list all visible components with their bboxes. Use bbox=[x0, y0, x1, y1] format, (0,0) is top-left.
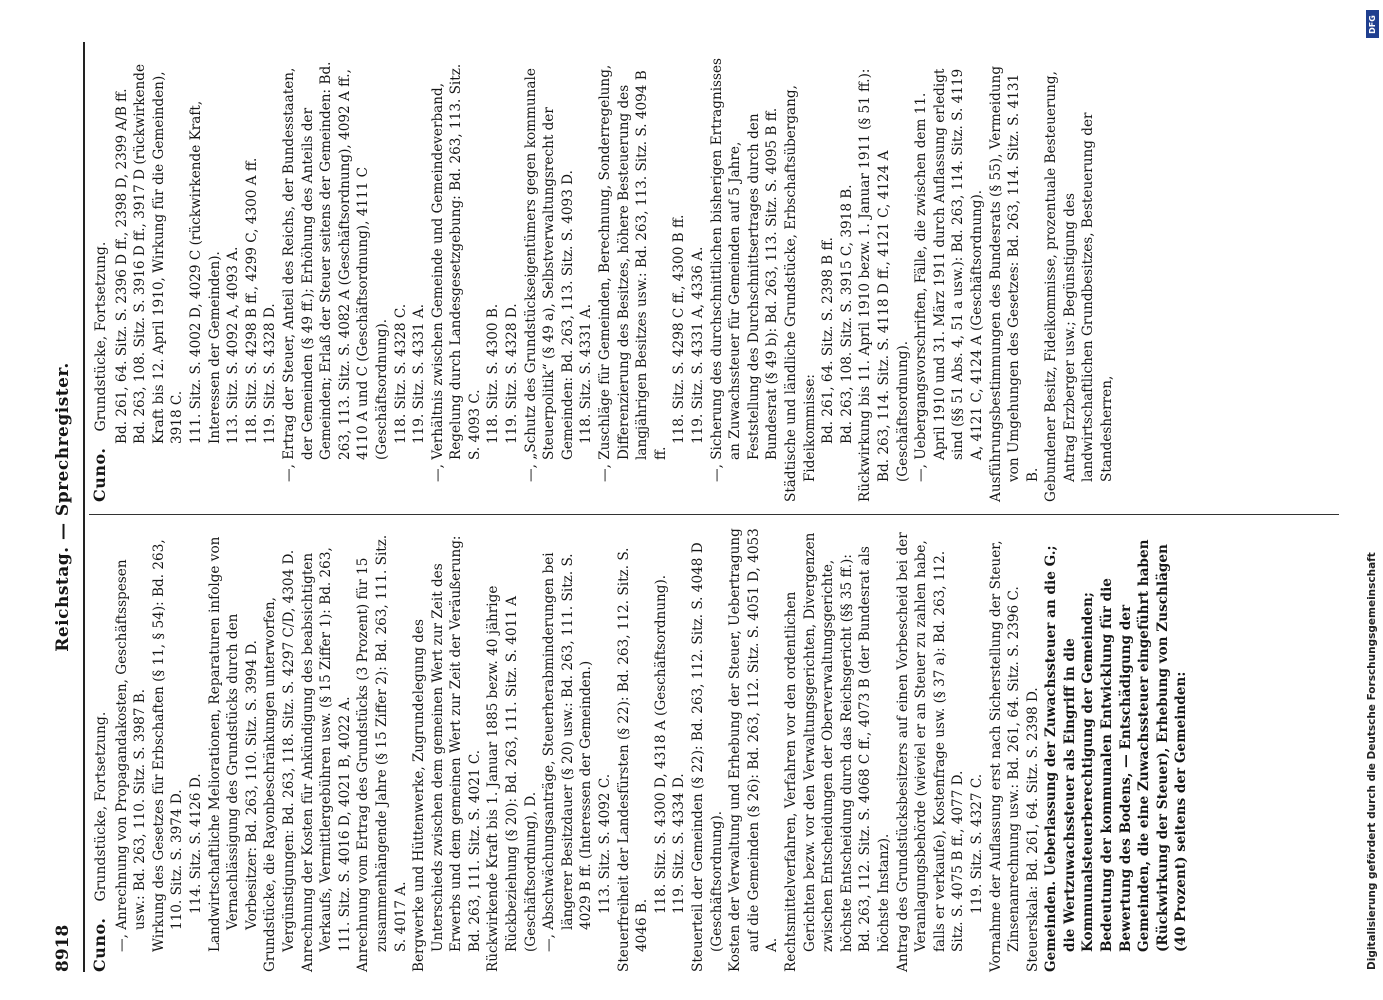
left-column-heading bbox=[91, 527, 111, 972]
index-entry: 111. Sitz. S. 4002 D, 4029 C (rückwirkende Kraft, Interessen der Gemeinden). bbox=[187, 100, 223, 444]
index-entry: 119. Sitz. S. 4331 A, 4336 A. bbox=[690, 246, 706, 444]
index-entry: —, Uebergangsvorschriften, Fälle, die zwischen dem 11. April 1910 und 31. März 1911 durch Auflassung erledigt sind (§§ 51 Abs. 4, 51 a usw.): Bd. 263, 114. Sitz. S. 4119 A, 4121 C, 4124 A (Geschäftsordnung). bbox=[913, 68, 985, 482]
index-entry: Anrechnung vom Ertrag des Grundstücks (3 Prozent) für 15 zusammenhängende Jahre (§ 15 Ziffer 2): Bd. 263, 111. Sitz. S. 4017 A. bbox=[355, 534, 409, 972]
index-entry: Vornahme der Auflassung erst nach Sicherstellung der Steuer, Zinsenanrechnung usw.: Bd. 261, 64. Sitz. S. 2396 C. bbox=[987, 540, 1023, 972]
right-column-heading bbox=[91, 57, 111, 502]
right-entries bbox=[113, 57, 1117, 502]
index-entry: Ausführungsbestimmungen des Bundesrats (§ 55), Vermeidung von Umgehungen des Gesetzes: Bd. 263, 114. Sitz. S. 4131 B. bbox=[987, 65, 1041, 502]
index-entry: Bd. 263, 108. Sitz. S. 3915 C, 3918 B. bbox=[838, 184, 855, 444]
right-subject: Grundstücke, Fortsetzung. bbox=[93, 241, 109, 432]
page-number: 8918 bbox=[53, 924, 73, 972]
page-content bbox=[51, 42, 1361, 972]
index-entry: 113. Sitz. S. 4092 C. bbox=[597, 773, 614, 914]
index-entry: Städtische und ländliche Grundstücke, Erbschaftsübergang, Fideikommisse: bbox=[782, 85, 818, 502]
index-entry: Grundstücke, die Rayonbeschränkungen unterworfen, Vergünstigungen: Bd. 263, 118. Sitz. S. 4297 C/D, 4304 D. bbox=[262, 549, 297, 972]
index-entry: Anrechnung der Kosten für Ankündigung des beabsichtigten Verkaufs, Vermittlergebühren usw. (§ 15 Ziffer 1): Bd. 263, 111. Sitz. S. 4016 D, 4021 B, 4022 A. bbox=[299, 547, 353, 972]
left-column bbox=[91, 527, 1341, 972]
credit-text: Digitalisierung gefördert durch die Deutsche Forschungsgemeinschaft bbox=[1366, 552, 1378, 970]
header-rule bbox=[83, 42, 85, 972]
left-entries bbox=[113, 527, 1191, 972]
index-entry: 119. Sitz. S. 4328 D. bbox=[262, 303, 279, 444]
index-entry: 119. Sitz. S. 4327 C. bbox=[968, 773, 985, 914]
index-entry: Gebundener Besitz, Fideikommisse, prozentuale Besteuerung, Antrag Erzberger usw.; Begünstigung des landwirtschaftlichen Grundbesitzes, Besteuerung der Standesherren, bbox=[1043, 71, 1116, 502]
left-keyword: Cuno. bbox=[90, 917, 109, 972]
running-head bbox=[51, 42, 81, 972]
index-entry: —, Verhältnis zwischen Gemeinde und Gemeindeverband, Regelung durch Landesgesetzgebung: Bd. 263, 113. Sitz. S. 4093 C. bbox=[429, 63, 483, 482]
index-entry: Bd. 263, 108. Sitz. S. 3916 D ff., 3917 D (rückwirkende Kraft bis 12. April 1910, Wirkung für die Gemeinden), 3918 C. bbox=[132, 64, 186, 444]
index-entry: Rückwirkende Kraft bis 1. Januar 1885 bezw. 40 jährige Rückbeziehung (§ 20): Bd. 263, 111. Sitz. S. 4011 A (Geschäftsordnung), D. bbox=[485, 585, 539, 972]
index-entry: 119. Sitz. S. 4328 D. bbox=[504, 303, 521, 444]
index-entry: 118. Sitz. S. 4300 D, 4318 A (Geschäftsordnung). bbox=[652, 574, 669, 914]
index-entry: —, Sicherung des durchschnittlichen bisherigen Ertragnisses an Zuwachssteuer für Gemeinden auf 5 Jahre, Feststellung des Durchschnittsertrages durch den Bundesrat (§ 49 b): Bd. 263, 113. Sitz. S. 4095 B ff. bbox=[708, 57, 781, 482]
index-entry: Antrag des Grundstücksbesitzers auf einen Vorbescheid bei der Veranlagungsbehörde (wieviel er an Steuer zu zahlen habe, falls er verkaufe), Kostenfrage usw. (§ 37 a): Bd. 263, 112. Sitz. S. 4075 B ff., 4077 D. bbox=[894, 532, 967, 972]
index-entry: Bd. 261, 64. Sitz. S. 2398 B ff. bbox=[820, 237, 837, 444]
index-entry: Steuerfreiheit der Landesfürsten (§ 22): Bd. 263, 112. Sitz. S. 4046 B. bbox=[615, 547, 651, 972]
index-entry: Gemeinden. Ueberlassung der Zuwachssteuer an die G.; die Wertzuwachssteuer als Eingriff in die Kommunalsteuerberechtigung der Gemeinden; Bedeutung der kommunalen Entwicklung für die Bewertung des Bodens, — Entschädigung der Gemeinden, die eine Zuwachssteuer eingeführt haben (Rückwirkung der Steuer), Erhebung von Zuschlägen (40 Prozent) seitens der Gemeinden: bbox=[1043, 539, 1190, 972]
index-entry: Landwirtschaftliche Meliorationen, Reparaturen infolge von Vernachlässigung des Grundstücks durch den Vorbesitzer: Bd. 263, 110. Sitz. S. 3994 D. bbox=[206, 536, 260, 952]
right-column bbox=[91, 57, 1341, 502]
index-entry: —, Abschwächungsanträge, Steuerherabminderungen bei längerer Besitzdauer (§ 20) usw.: Bd. 263, 111. Sitz. S. 4029 B ff. (Interessen der Gemeinden.) bbox=[541, 552, 595, 952]
index-entry: —, Ertrag der Steuer, Anteil des Reichs, der Bundesstaaten, der Gemeinden (§ 49 ff.); Erhöhung des Anteils der Gemeinden; Erlaß der Steuer seitens der Gemeinden: Bd. 263, 113. Sitz. S. 4082 A (Geschäftsordnung), 4092 A ff., 4110 A und C (Geschäftsordnung), 4111 C (Geschäftsordnung). bbox=[280, 61, 390, 482]
right-keyword: Cuno. bbox=[90, 447, 109, 502]
index-entry: —, „Schutz des Grundstückseigentümers gegen kommunale Steuerpolitik“ (§ 49 a), Selbstverwaltungsrecht der Gemeinden: Bd. 263, 113. Sitz. S. 4093 D. bbox=[522, 68, 576, 482]
dfg-logo-text: DFG bbox=[1368, 14, 1378, 34]
index-entry: Steuerteil der Gemeinden (§ 22): Bd. 263, 112. Sitz. S. 4048 D (Geschäftsordnung). bbox=[690, 542, 725, 972]
index-entry: Kosten der Verwaltung und Erhebung der Steuer, Uebertragung auf die Gemeinden (§ 26): Bd. 263, 112. Sitz. S. 4051 D, 4053 A. bbox=[727, 528, 781, 972]
index-entry: Bd. 261, 64. Sitz. S. 2396 D ff., 2398 D, 2399 A/B ff. bbox=[113, 88, 130, 444]
index-entry: Wirkung des Gesetzes für Erbschaften (§ 11, § 54): Bd. 263, 110. Sitz. S. 3974 D. bbox=[150, 539, 186, 952]
index-entry: 118. Sitz. S. 4331 A. bbox=[578, 303, 595, 444]
index-entry: Steuerskala: Bd. 261, 64. Sitz. S. 2398 D. bbox=[1024, 687, 1041, 972]
running-title: Reichstag. — Sprechregister. bbox=[53, 362, 73, 652]
index-entry: Rückwirkung bis 11. April 1910 bezw. 1. Januar 1911 (§ 51 ff.): Bd. 263, 114. Sitz. S. 4118 D ff., 4121 C, 4124 A (Geschäftsordnung). bbox=[857, 68, 911, 502]
index-entry: 113. Sitz. S. 4092 A, 4093 A. bbox=[225, 246, 242, 444]
column-divider bbox=[89, 514, 1339, 515]
index-entry: 118. Sitz. S. 4298 C ff., 4300 B ff. bbox=[671, 214, 688, 444]
left-subject: Grundstücke, Fortsetzung. bbox=[93, 711, 109, 902]
index-entry: 114. Sitz. S. 4126 D. bbox=[187, 773, 204, 914]
index-entry: 119. Sitz. S. 4331 A. bbox=[411, 303, 428, 444]
index-entry: 118. Sitz. S. 4300 B. bbox=[485, 303, 502, 444]
index-entry: Rechtsmittelverfahren, Verfahren vor den ordentlichen Gerichten bezw. vor den Verwaltungsgerichten, Divergenzen zwischen Entscheidungen der Oberverwaltungsgerichte, höchste Entscheidung durch das Reichsgericht (§§ 35 ff.): Bd. 263, 112. Sitz. S. 4068 C ff., 4073 B (der Bundesrat als höchste Instanz). bbox=[782, 532, 892, 972]
index-entry: —, Anrechnung von Propagandakosten, Geschäftsspesen usw.: Bd. 263, 110. Sitz. S. 3987 B. bbox=[113, 559, 149, 952]
index-entry: 118. Sitz. S. 4298 B ff., 4299 C, 4300 A ff. bbox=[243, 157, 260, 444]
index-entry: 119. Sitz. S. 4334 D. bbox=[671, 773, 688, 914]
index-entry: 118. Sitz. S. 4328 C. bbox=[392, 303, 409, 444]
dfg-logo bbox=[1366, 10, 1379, 38]
index-entry: Bergwerke und Hüttenwerke, Zugrundelegung des Unterschieds zwischen dem gemeinen Wert zur Zeit des Erwerbs und dem gemeinen Wert zur Zeit der Veräußerung: Bd. 263, 111. Sitz. S. 4021 C. bbox=[411, 535, 483, 972]
digitization-credit bbox=[1362, 10, 1382, 990]
index-entry: —, Zuschläge für Gemeinden, Berechnung, Sonderregelung, Differenzierung des Besitzes, höhere Besteuerung des langjährigen Besitzes usw.: Bd. 263, 113. Sitz. S. 4094 B ff. bbox=[597, 64, 669, 482]
